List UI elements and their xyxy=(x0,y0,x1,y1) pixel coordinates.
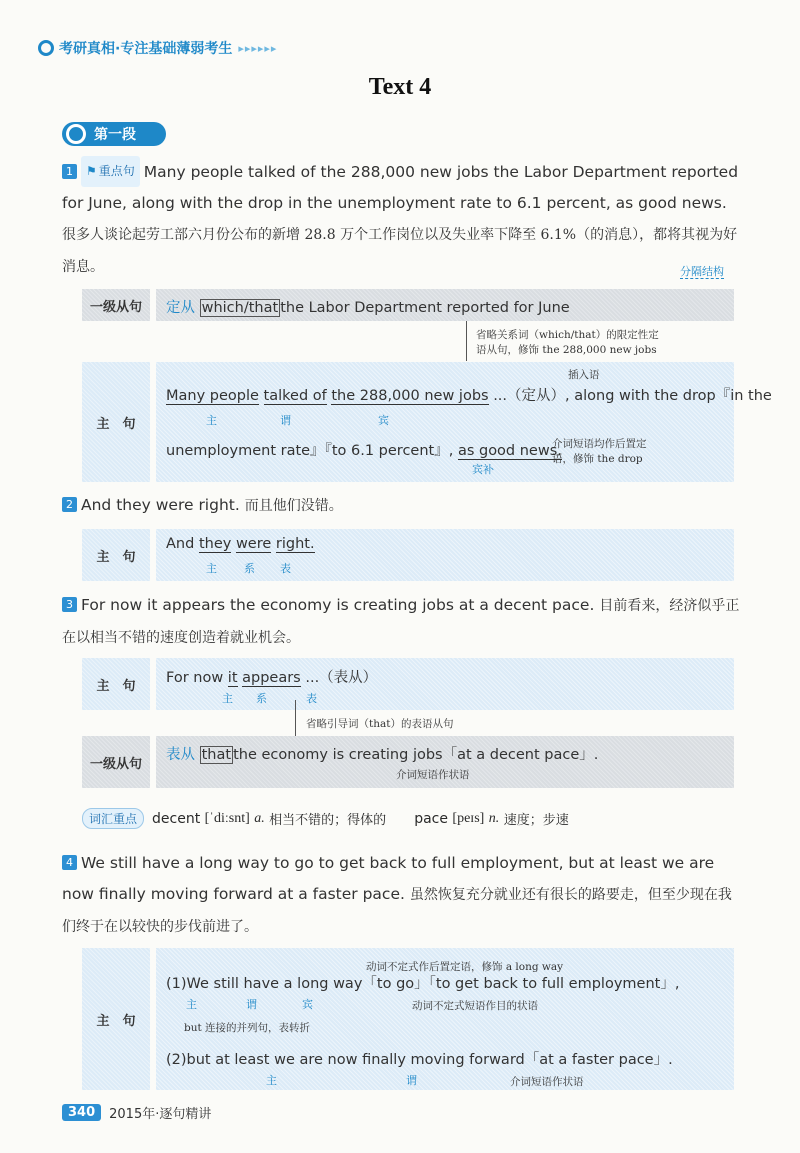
sentence-number: 2 xyxy=(62,497,77,512)
key-sentence-tag: ⚑ 重点句 xyxy=(81,156,140,187)
page-title: Text 4 xyxy=(368,74,432,100)
sub-clause-label: 一级从句 xyxy=(82,289,150,321)
magnifier-icon xyxy=(38,40,54,56)
sentence-zh: 而且他们没错。 xyxy=(244,498,343,514)
main-clause-box: And they were right. 主 系 表 xyxy=(156,529,734,581)
brand-text: 考研真相·专注基础薄弱考生 xyxy=(59,41,233,57)
page-number: 340 xyxy=(62,1104,101,1121)
main-clause-label: 主 句 xyxy=(82,529,150,581)
sentence-number: 1 xyxy=(62,164,77,179)
section-label: 第一段 xyxy=(94,127,136,143)
page-header xyxy=(38,38,277,58)
connector-line xyxy=(466,321,467,361)
sentence-4 xyxy=(62,848,742,943)
sentence-zh: 很多人谈论起劳工部六月份公布的新增 28.8 万个工作岗位以及失业率下降至 6.1%（的消息），都将其视为好消息。 xyxy=(62,227,738,275)
flag-icon: ⚑ xyxy=(86,164,97,178)
main-clause-label: 主 句 xyxy=(82,948,150,1090)
sentence-number: 3 xyxy=(62,597,77,612)
sub-clause-box: 表从 that the economy is creating jobs「at a decent pace」. 介词短语作状语 xyxy=(156,736,734,788)
main-clause-box: 动词不定式作后置定语，修饰 a long way (1)We still have a long way「to go」「to get back to full employment」, 主 谓 宾 动词不定式短语作目的状语 but 连接的并列句，表转折 (2)but at least we are now finally moving forward「at a faster pace」. 主 谓 介词短语作状语 xyxy=(156,948,734,1090)
sentence-en: For now it appears the economy is creating jobs at a decent pace. xyxy=(81,596,595,614)
main-clause-label: 主 句 xyxy=(82,362,150,482)
vocab-tag: 词汇重点 xyxy=(82,808,144,829)
sentence-number: 4 xyxy=(62,855,77,870)
connector-line xyxy=(295,700,296,736)
main-clause-box: 插入语 Many people talked of the 288,000 new jobs ...（定从）, along with the drop『in the 主 谓 宾 unemployment rate』『to 6.1 percent』, as good news. 宾补 介词短语均作后置定 语，修饰 the drop xyxy=(156,362,734,482)
note: 省略引导词（that）的表语从句 xyxy=(306,718,454,730)
sentence-en: And they were right. xyxy=(81,496,240,514)
sentence-zh: 目前看来，经济似乎正在以相当不错的速度创造着就业机会。 xyxy=(62,598,740,646)
note: 语从句，修饰 the 288,000 new jobs xyxy=(476,344,657,356)
sentence-1 xyxy=(62,156,742,283)
section-badge xyxy=(62,122,166,146)
arrows-decoration: ▸▸▸▸▸▸ xyxy=(238,41,278,55)
magnifier-icon xyxy=(66,124,86,144)
structure-label: 分隔结构 xyxy=(680,265,724,278)
note: 省略关系词（which/that）的限定性定 xyxy=(476,329,659,341)
sub-clause-label: 一级从句 xyxy=(82,736,150,788)
sentence-3 xyxy=(62,590,742,654)
sentence-en: Many people talked of the 288,000 new jobs the Labor Department reported for June, along with the drop in the unemployment rate to 6.1 percent, as good news. xyxy=(62,163,739,212)
vocab-row: 词汇重点 decent [ˈdiːsnt] a. 相当不错的；得体的 pace [peɪs] n. 速度；步速 xyxy=(82,808,569,829)
sentence-zh: 虽然恢复充分就业还有很长的路要走，但至少现在我们终于在以较快的步伐前进了。 xyxy=(62,887,732,935)
sentence-en: We still have a long way to go to get back to full employment, but at least we are now finally moving forward at a faster pace. xyxy=(62,854,715,903)
main-clause-box: For now it appears ...（表从） 主 系 表 xyxy=(156,658,734,710)
insert-note: 插入语 xyxy=(568,369,600,381)
main-clause-label: 主 句 xyxy=(82,658,150,710)
footer-text: 2015年·逐句精讲 xyxy=(109,1107,212,1122)
sentence-2 xyxy=(62,490,742,522)
page-footer xyxy=(62,1103,211,1122)
sub-clause-box: 定从 which/that the Labor Department reported for June xyxy=(156,289,734,321)
